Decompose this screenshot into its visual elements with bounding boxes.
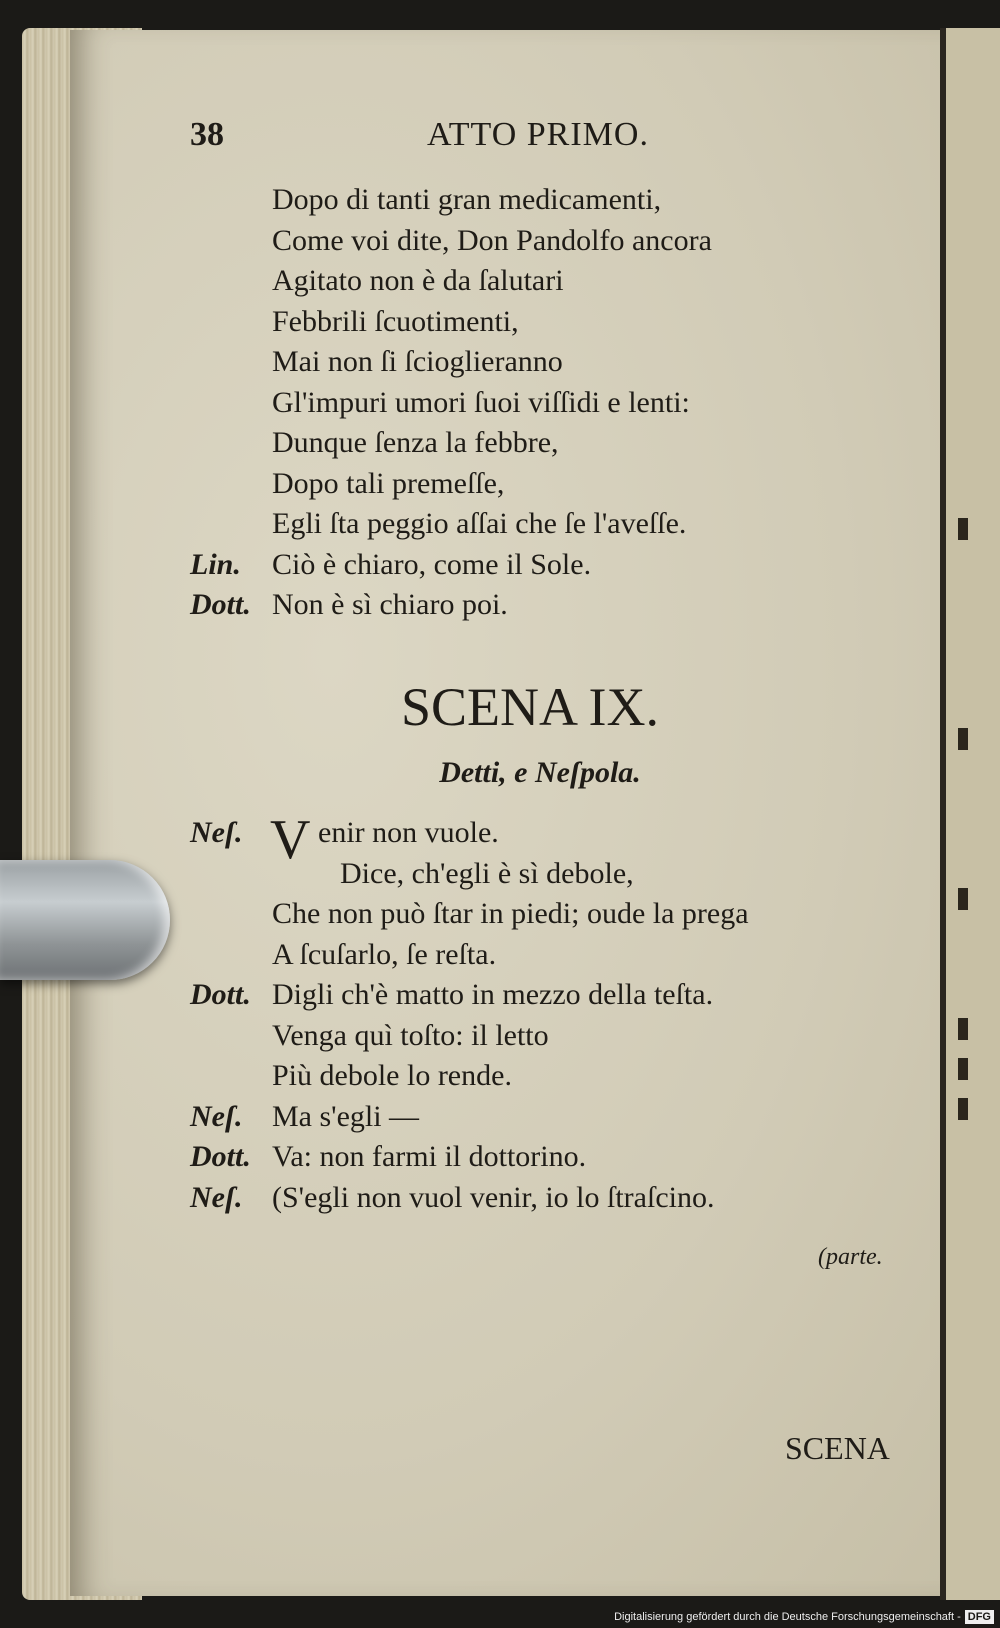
- verse-text: Dopo tali premeſſe,: [272, 466, 505, 500]
- verse-line: [190, 857, 880, 898]
- verse-line: [190, 507, 880, 548]
- verse-text: enir non vuole.: [318, 816, 499, 849]
- speaker-label: Dott.: [190, 1140, 251, 1173]
- catchword: SCENA: [785, 1430, 890, 1466]
- thumb-holding-page: [0, 860, 170, 980]
- verse-text: Dice, ch'egli è sì debole,: [340, 856, 634, 890]
- verse-text: Che non può ſtar in piedi; oude la prega: [272, 897, 749, 930]
- verse-line: [190, 345, 880, 386]
- verse-text: Ma s'egli —: [272, 1099, 420, 1133]
- verse-line: [190, 978, 880, 1019]
- speaker-label: Dott.: [190, 588, 251, 621]
- footer-text: Digitalisierung gefördert durch die Deutsche Forschungsgemeinschaft -: [614, 1611, 961, 1623]
- verse-text: Digli ch'è matto in mezzo della teſta.: [272, 978, 714, 1011]
- speaker-label: Neſ.: [190, 1099, 243, 1133]
- page-header: [190, 116, 910, 156]
- verse-text: Va: non farmi il dottorino.: [272, 1140, 587, 1173]
- verse-text: Gl'impuri umori ſuoi viſſidi e lenti:: [272, 385, 690, 419]
- verse-line: [190, 588, 880, 629]
- verse-line: [190, 1181, 880, 1222]
- scene-title: SCENA IX.: [400, 677, 660, 737]
- verse-text: Più debole lo rende.: [272, 1059, 512, 1092]
- verse-line: [190, 264, 880, 305]
- passage-2: [190, 809, 880, 1221]
- speaker-label: Lin.: [190, 547, 241, 581]
- verse-line: [190, 386, 880, 427]
- verse-line: [190, 1100, 880, 1141]
- verse-text: Ciò è chiaro, come il Sole.: [272, 547, 592, 581]
- speaker-label: Neſ.: [190, 1180, 243, 1214]
- verse-text: Febbrili ſcuotimenti,: [272, 304, 519, 338]
- verse-line: [190, 897, 880, 938]
- verse-line: [190, 1140, 880, 1181]
- verse-text: Agitato non è da ſalutari: [272, 264, 564, 297]
- scene-cast: Detti, e Neſpola.: [439, 756, 641, 789]
- verse-line: [190, 809, 880, 871]
- stage-direction: (parte.: [818, 1244, 883, 1270]
- verse-text: Egli ſta peggio aſſai che ſe l'aveſſe.: [272, 507, 687, 540]
- verse-text: Come voi dite, Don Pandolfo ancora: [272, 223, 712, 257]
- verse-text: Venga quì toſto: il letto: [272, 1018, 549, 1052]
- verse-text: Mai non ſi ſcioglieranno: [272, 345, 563, 378]
- verse-line: [190, 938, 880, 979]
- passage-1: [190, 183, 880, 629]
- verse-line: [190, 548, 880, 589]
- running-title: ATTO PRIMO.: [427, 116, 649, 153]
- verse-line: [190, 1059, 880, 1100]
- verse-text: A ſcuſarlo, ſe reſta.: [272, 937, 497, 971]
- verse-text: Dunque ſenza la febbre,: [272, 426, 559, 459]
- verse-text: (S'egli non vuol venir, io lo ſtraſcino.: [272, 1180, 715, 1214]
- digitization-footer: [600, 1606, 1000, 1628]
- verse-line: [190, 1019, 880, 1060]
- facing-page-edge: [940, 28, 1000, 1600]
- verse-line: [190, 426, 880, 467]
- verse-line: [190, 224, 880, 265]
- speaker-label: Dott.: [190, 978, 251, 1011]
- dfg-logo: DFG: [965, 1610, 994, 1624]
- verse-text: Dopo di tanti gran medicamenti,: [272, 183, 662, 216]
- verse-line: [190, 467, 880, 508]
- verse-line: [190, 305, 880, 346]
- page-number: 38: [190, 116, 224, 153]
- verse-text: Non è sì chiaro poi.: [272, 588, 508, 621]
- speaker-label: Neſ.: [190, 816, 243, 849]
- drop-cap: V: [270, 809, 311, 871]
- verse-line: [190, 183, 880, 224]
